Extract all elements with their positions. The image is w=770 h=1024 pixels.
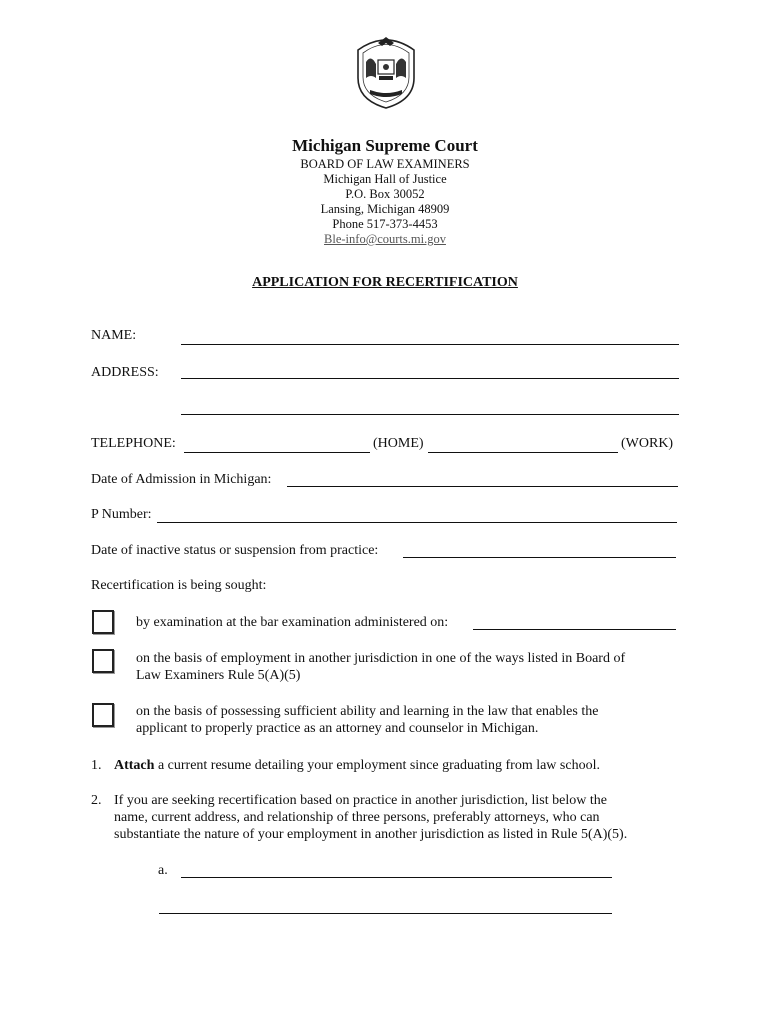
home-label: (HOME): [373, 436, 424, 451]
exam-option-label: by examination at the bar examination administered on:: [136, 615, 449, 630]
item-2-number: 2.: [91, 793, 102, 808]
name-field[interactable]: [181, 344, 679, 345]
home-phone-field[interactable]: [184, 452, 370, 453]
ability-checkbox[interactable]: [92, 703, 114, 727]
hall-name: Michigan Hall of Justice: [323, 172, 447, 186]
employment-checkbox[interactable]: [92, 649, 114, 673]
recert-prompt: Recertification is being sought:: [91, 578, 267, 593]
ability-option-line2: applicant to properly practice as an attorney and counselor in Michigan.: [136, 721, 539, 736]
reference-a-field-line1[interactable]: [181, 877, 612, 878]
employment-option-line1: on the basis of employment in another jurisdiction in one of the ways listed in Board of: [136, 651, 626, 666]
inactive-date-label: Date of inactive status or suspension from practice:: [91, 543, 379, 558]
address-field-line1[interactable]: [181, 378, 679, 379]
item-1-bold: Attach: [114, 758, 155, 773]
ability-option-line1: on the basis of possessing sufficient ability and learning in the law that enables the: [136, 704, 599, 719]
admission-date-label: Date of Admission in Michigan:: [91, 472, 272, 487]
phone-number: Phone 517-373-4453: [332, 217, 438, 231]
inactive-date-field[interactable]: [403, 557, 676, 558]
email-link[interactable]: Ble-info@courts.mi.gov: [324, 232, 446, 246]
form-title: APPLICATION FOR RECERTIFICATION: [252, 275, 518, 290]
admission-date-field[interactable]: [287, 486, 678, 487]
exam-checkbox[interactable]: [92, 610, 114, 634]
city-address: Lansing, Michigan 48909: [320, 202, 450, 216]
p-number-label: P Number:: [91, 507, 152, 522]
item-2-line3: substantiate the nature of your employment in another jurisdiction as listed in Rule 5(A)(5).: [114, 827, 628, 842]
name-label: NAME:: [91, 328, 137, 343]
p-number-field[interactable]: [157, 522, 677, 523]
po-box: P.O. Box 30052: [345, 187, 425, 201]
item-1-number: 1.: [91, 758, 102, 773]
employment-option-line2: Law Examiners Rule 5(A)(5): [136, 668, 301, 683]
work-label: (WORK): [621, 436, 674, 451]
exam-date-field[interactable]: [473, 629, 676, 630]
court-title: Michigan Supreme Court: [292, 136, 478, 155]
item-2-line1: If you are seeking recertification based on practice in another jurisdiction, list below the: [114, 793, 607, 808]
item-2-line2: name, current address, and relationship of three persons, preferably attorneys, who can: [114, 810, 600, 825]
item-1-text: [114, 758, 600, 774]
work-phone-field[interactable]: [428, 452, 618, 453]
address-label: ADDRESS:: [91, 365, 159, 380]
reference-a-field-line2[interactable]: [159, 913, 612, 914]
telephone-label: TELEPHONE:: [91, 436, 176, 451]
address-field-line2[interactable]: [181, 414, 679, 415]
board-name: BOARD OF LAW EXAMINERS: [300, 157, 470, 171]
michigan-seal-icon: [352, 34, 420, 110]
item-1-rest: a current resume detailing your employment since graduating from law school.: [154, 758, 600, 773]
reference-a-label: a.: [158, 863, 168, 878]
